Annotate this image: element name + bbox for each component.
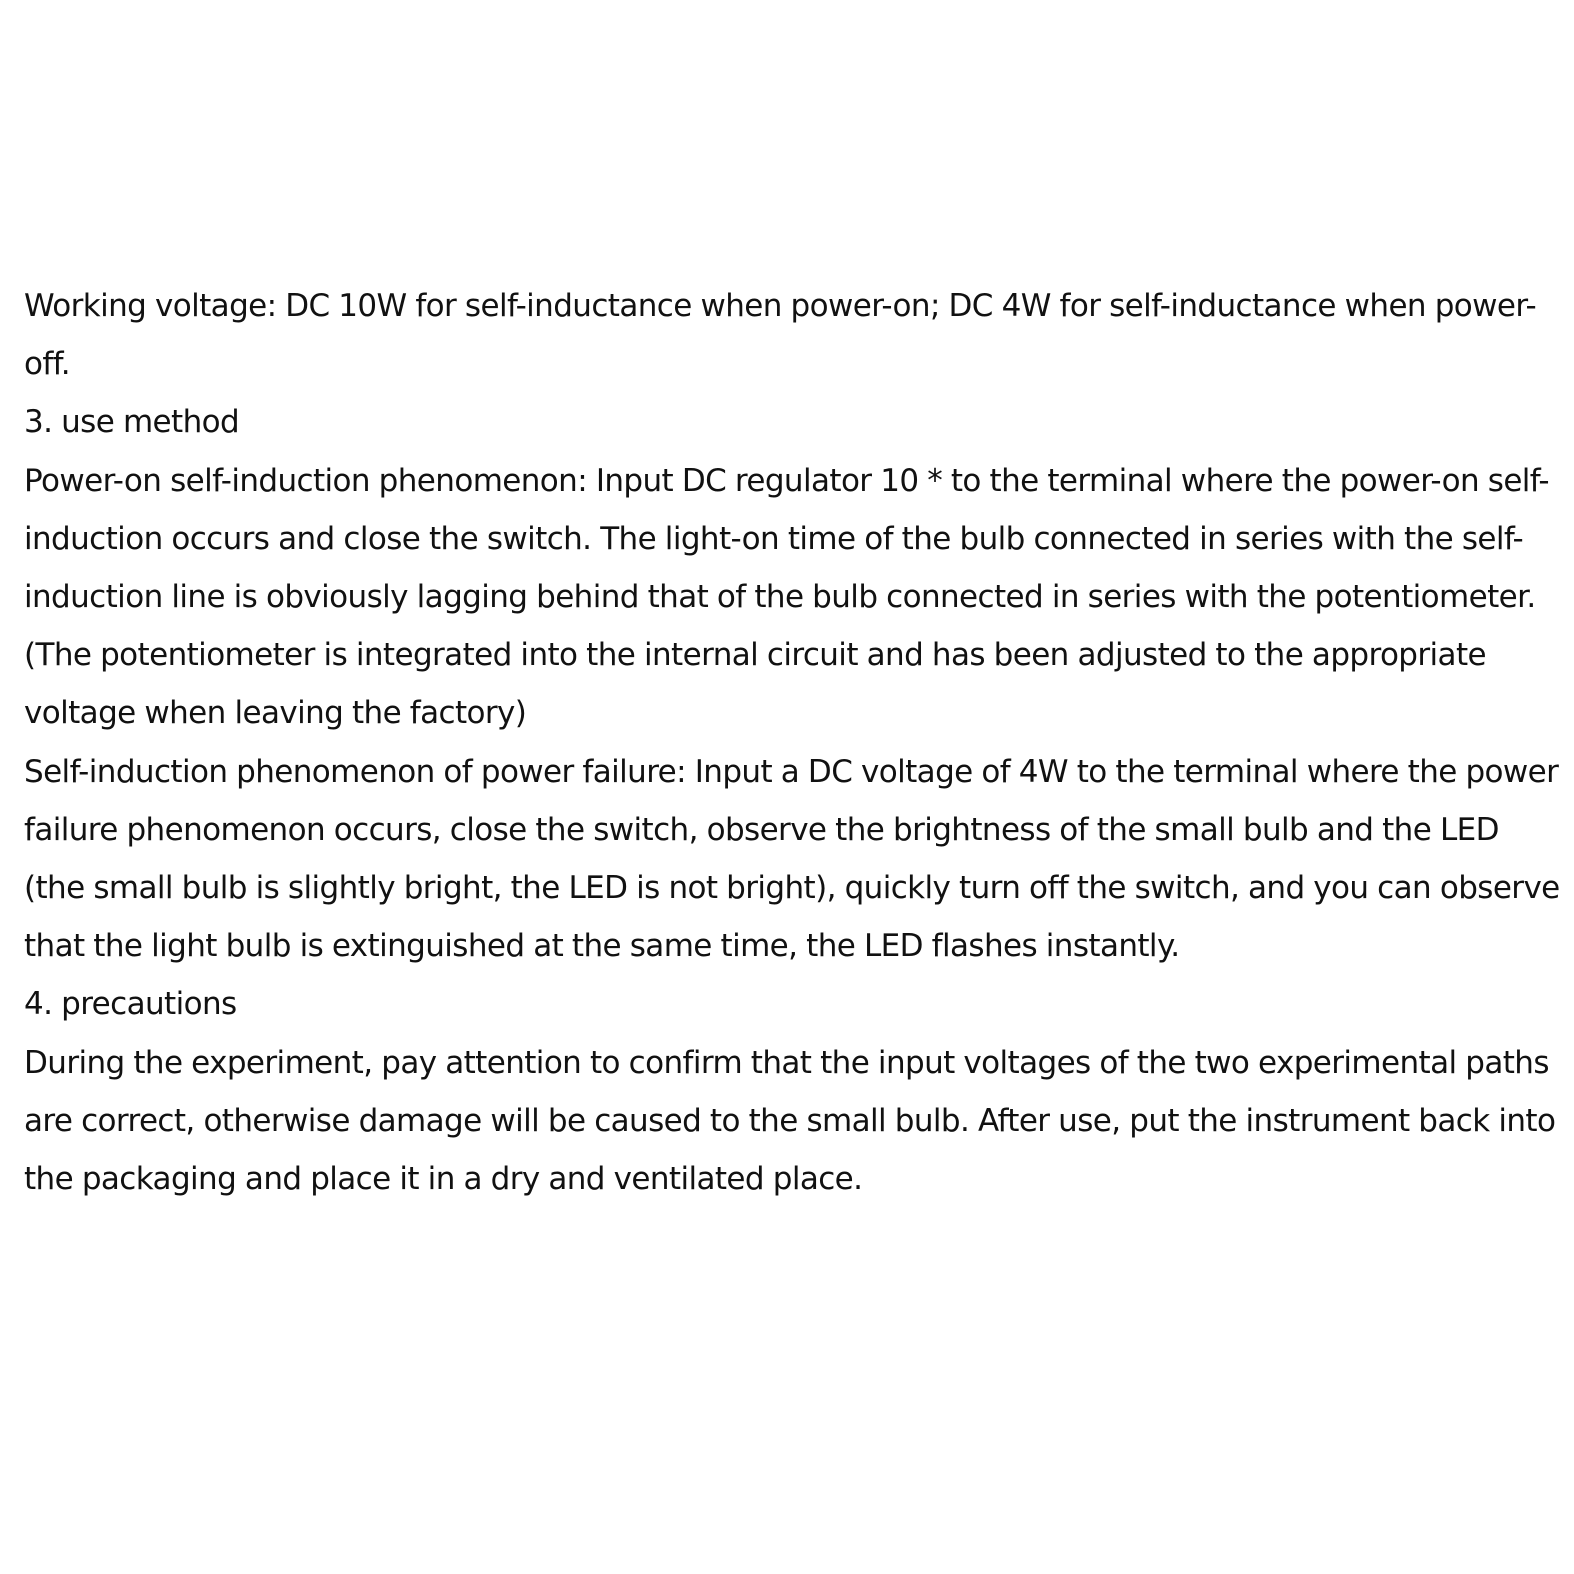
power-failure-paragraph: Self-induction phenomenon of power failure: Input a DC voltage of 4W to the terminal where the power failure phenomenon occurs, close the switch, observe the brightness of the small bulb and the LED (the small bulb is slightly bright, the LED is not bright), quickly turn off the switch, and you can observe that the light bulb is extinguished at the same time, the LED flashes instantly.: [24, 753, 1560, 965]
working-voltage-paragraph: Working voltage: DC 10W for self-inductance when power-on; DC 4W for self-inductance when power-off.: [24, 288, 1537, 383]
precautions-paragraph: During the experiment, pay attention to confirm that the input voltages of the two experimental paths are correct, otherwise damage will be caused to the small bulb. After use, put the instrument back into the packaging and place it in a dry and ventilated place.: [24, 1044, 1556, 1198]
power-on-paragraph: Power-on self-induction phenomenon: Input DC regulator 10 * to the terminal where the power-on self-induction occurs and close the switch. The light-on time of the bulb connected in series with the self-induction line is obviously lagging behind that of the bulb connected in series with the potentiometer. (The potentiometer is integrated into the internal circuit and has been adjusted to the appropriate voltage when leaving the factory): [24, 462, 1550, 732]
document-body: [24, 277, 1560, 1208]
section-heading-use-method: 3. use method: [24, 404, 240, 441]
section-heading-precautions: 4. precautions: [24, 986, 237, 1023]
